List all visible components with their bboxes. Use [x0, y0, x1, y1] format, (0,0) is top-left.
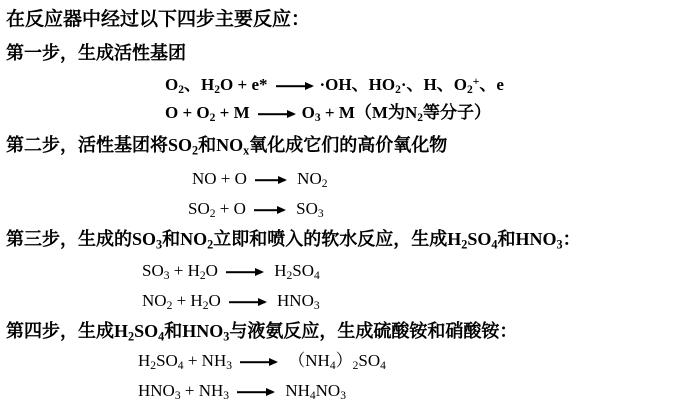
step-2-label: 第二步，活性基团将$SO_2$和$NO_x$氧化成它们的高价氧化物	[6, 135, 448, 158]
reaction-arrow-icon	[227, 294, 273, 311]
step-2-equation-2: $SO_2 + O$ $SO_3$	[188, 199, 324, 221]
reaction-arrow-icon	[238, 354, 284, 371]
step-1-label: 第一步，生成活性基团	[6, 43, 186, 63]
reaction-arrow-icon	[274, 78, 320, 95]
step-3-equation-2: $NO_2 + H_2O$ $HNO_3$	[142, 291, 320, 313]
step-4-equation-2: $HNO_3 + NH_3$ $NH_4NO_3$	[138, 381, 346, 402]
reaction-arrow-icon	[256, 106, 302, 123]
step-1-equation-1: $O_2$、$H_2O + e* \cdot OH$、$HO_2\cdot$、H、$O_2^+$、e	[165, 75, 504, 97]
step-3-equation-1: $SO_3 + H_2O$ $H_2SO_4$	[142, 261, 320, 283]
step-4-equation-1: $H_2SO_4 + NH_3$ $(NH_4)_2SO_4$	[138, 351, 386, 373]
reaction-arrow-icon	[253, 172, 293, 189]
step-4-label: 第四步，生成$H_2SO_4$和$HNO_3$与液氨反应，生成硫酸铵和硝酸铵：	[6, 321, 518, 344]
page-title: 在反应器中经过以下四步主要反应：	[6, 9, 311, 30]
step-1-equation-2: $O + O_2 + M$ $O_3 + M(M$为$N_2$等分子）	[165, 103, 492, 125]
reaction-arrow-icon	[224, 264, 270, 281]
step-3-label: 第三步，生成的$SO_3$和$NO_2$立即和喷入的软水反应，生成$H_2SO_4$和$HNO_3$：	[6, 229, 581, 252]
reaction-arrow-icon	[235, 384, 281, 401]
reaction-arrow-icon	[252, 202, 292, 219]
step-2-equation-1: NO + O $NO_2$	[192, 169, 328, 191]
